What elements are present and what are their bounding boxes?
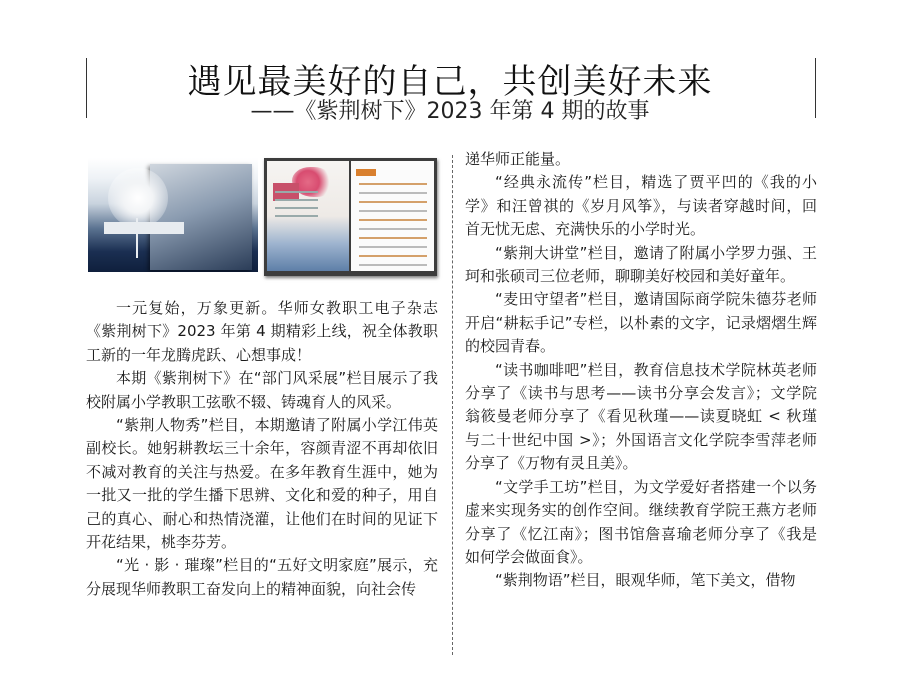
paragraph-continued: 递华师正能量。	[465, 150, 571, 168]
magazine-cover-image	[88, 158, 258, 272]
article-subtitle: ——《紫荆树下》2023 年第 4 期的故事	[250, 99, 650, 124]
paragraph: “经典永流传”栏目，精选了贾平凹的《我的小学》和汪曾祺的《岁月风筝》，与读者穿越时间，回首无忧无虑、充满快乐的小学时光。	[465, 173, 817, 239]
column-divider	[452, 155, 453, 655]
dandelion-graphic	[108, 168, 168, 228]
spread-right-page	[351, 161, 434, 271]
paragraph: “紫荆物语”栏目，眼观华师，笔下美文，借物	[495, 571, 796, 590]
spread-left-page	[267, 161, 349, 271]
cover-book	[150, 164, 252, 270]
contents-header-mark	[356, 169, 376, 176]
title-left-rule	[86, 58, 87, 118]
paragraph: “紫荆大讲堂”栏目，邀请了附属小学罗力强、王珂和张硕司三位老师，聊聊美好校园和美好童年。	[465, 243, 817, 286]
article-title: 遇见最美好的自己，共创美好未来	[187, 62, 713, 102]
contents-spread-image	[264, 158, 437, 276]
paragraph: “读书咖啡吧”栏目，教育信息技术学院林英老师分享了《读书与思考——读书分享会发言》；文学院翁筱曼老师分享了《看见秋瑾——读夏晓虹 < 秋瑾与二十世纪中国 >》；外国语言文化学院李雪萍老师分享了《万物有灵且美》。	[465, 360, 817, 473]
paragraph: 本期《紫荆树下》在“部门风采展”栏目展示了我校附属小学教职工弦歌不辍、铸魂育人的风采。	[86, 369, 438, 411]
paragraph: “文学手工坊”栏目，为文学爱好者搭建一个以务虚来实现务实的创作空间。继续教育学院王燕方老师分享了《忆江南》；图书馆詹喜瑜老师分享了《我是如何学会做面食》。	[465, 477, 817, 566]
contents-list-lines	[359, 183, 427, 273]
paragraph: 一元复始，万象更新。华师女教职工电子杂志《紫荆树下》2023 年第 4 期精彩上线，祝全体教职工新的一年龙腾虎跃、心想事成！	[86, 299, 438, 364]
left-column-text	[86, 297, 438, 601]
title-right-rule	[815, 58, 816, 118]
paragraph: “紫荆人物秀”栏目，本期邀请了附属小学江伟英副校长。她躬耕教坛三十余年，容颜青涩不再却依旧不减对教育的关注与热爱。在多年教育生涯中，她为一批又一批的学生播下思辨、文化和爱的种子，用自己的真心、耐心和热情浇灌，让他们在时间的见证下开花结果，桃李芬芳。	[86, 416, 438, 552]
right-column-text	[465, 148, 817, 593]
cover-masthead	[104, 222, 184, 234]
paragraph: “麦田守望者”栏目，邀请国际商学院朱德芬老师开启“耕耘手记”专栏，以朴素的文字，记录熠熠生辉的校园青春。	[465, 290, 817, 356]
spread-left-text-lines	[275, 191, 337, 223]
paragraph: “光 · 影 · 璀璨”栏目的“五好文明家庭”展示，充分展现华师教职工奋发向上的精神面貌，向社会传	[86, 556, 438, 598]
